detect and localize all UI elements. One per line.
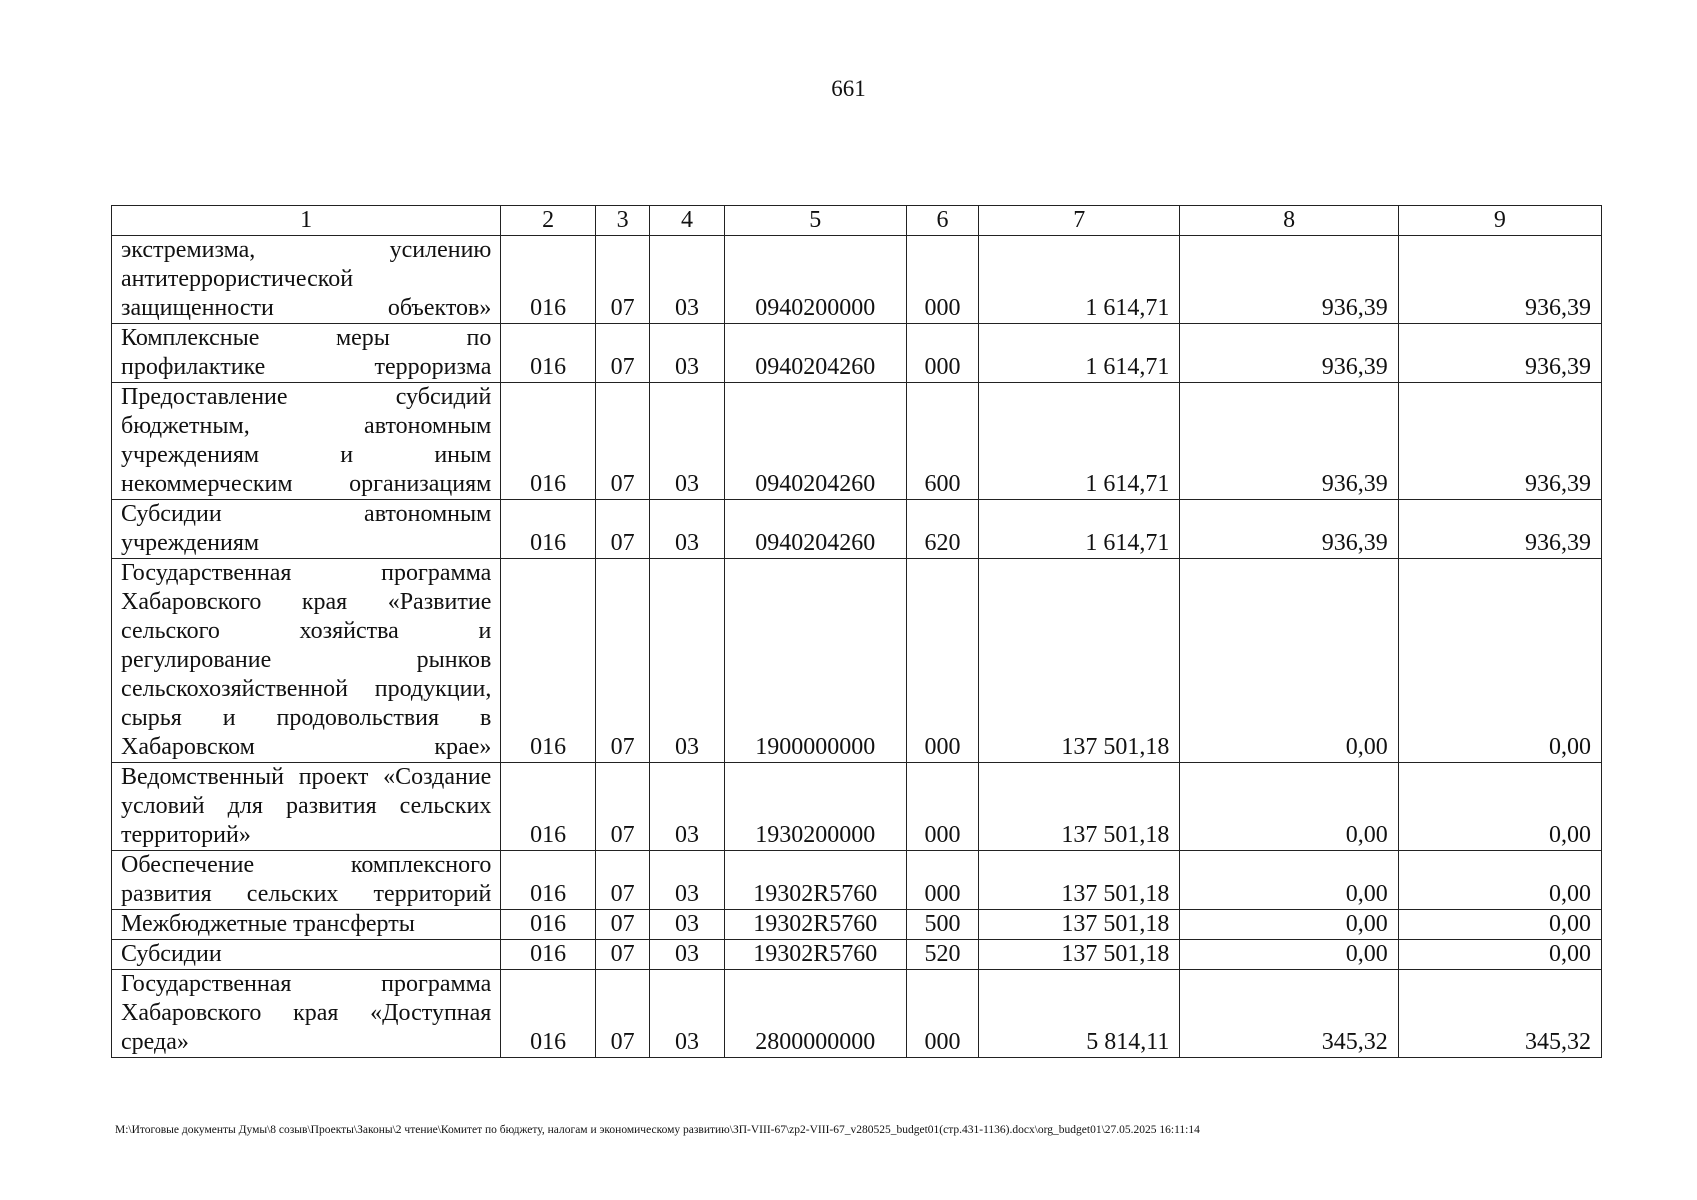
column-header: 6 (906, 206, 978, 236)
cell-code: 07 (595, 910, 649, 940)
cell-amount: 0,00 (1398, 940, 1601, 970)
cell-code: 19302R5760 (724, 940, 906, 970)
cell-amount: 5 814,11 (979, 970, 1180, 1058)
cell-code: 03 (650, 910, 724, 940)
cell-code: 620 (906, 500, 978, 559)
cell-code: 03 (650, 559, 724, 763)
cell-amount: 0,00 (1398, 910, 1601, 940)
row-description: Комплексные меры по профилактике терроризма (112, 324, 501, 383)
column-header: 8 (1180, 206, 1398, 236)
cell-amount: 1 614,71 (979, 383, 1180, 500)
cell-code: 03 (650, 763, 724, 851)
header-row (112, 206, 1602, 236)
cell-code: 03 (650, 500, 724, 559)
column-header: 9 (1398, 206, 1601, 236)
cell-amount: 936,39 (1180, 383, 1398, 500)
table-row (112, 500, 1602, 559)
table-row (112, 324, 1602, 383)
column-header: 2 (501, 206, 596, 236)
cell-amount: 936,39 (1398, 236, 1601, 324)
cell-code: 03 (650, 236, 724, 324)
cell-code: 016 (501, 851, 596, 910)
table-row (112, 559, 1602, 763)
cell-code: 0940204260 (724, 324, 906, 383)
cell-amount: 137 501,18 (979, 763, 1180, 851)
cell-code: 600 (906, 383, 978, 500)
cell-code: 016 (501, 236, 596, 324)
column-header: 3 (595, 206, 649, 236)
cell-amount: 0,00 (1398, 763, 1601, 851)
cell-code: 07 (595, 559, 649, 763)
cell-code: 016 (501, 910, 596, 940)
cell-code: 520 (906, 940, 978, 970)
cell-amount: 1 614,71 (979, 236, 1180, 324)
cell-amount: 0,00 (1180, 910, 1398, 940)
table-row (112, 940, 1602, 970)
row-description: Государственная программа Хабаровского края «Доступная среда» (112, 970, 501, 1058)
cell-amount: 936,39 (1180, 500, 1398, 559)
table-row (112, 763, 1602, 851)
cell-code: 07 (595, 383, 649, 500)
cell-code: 000 (906, 970, 978, 1058)
cell-code: 000 (906, 763, 978, 851)
cell-code: 07 (595, 500, 649, 559)
table-row (112, 970, 1602, 1058)
cell-amount: 0,00 (1398, 559, 1601, 763)
cell-code: 0940204260 (724, 500, 906, 559)
cell-code: 016 (501, 763, 596, 851)
column-header: 7 (979, 206, 1180, 236)
cell-amount: 0,00 (1180, 851, 1398, 910)
cell-code: 07 (595, 851, 649, 910)
cell-code: 07 (595, 940, 649, 970)
table-row (112, 851, 1602, 910)
cell-code: 07 (595, 970, 649, 1058)
cell-code: 07 (595, 763, 649, 851)
cell-code: 19302R5760 (724, 910, 906, 940)
row-description: Предоставление субсидий бюджетным, автономным учреждениям и иным некоммерческим организациям (112, 383, 501, 500)
footer-file-path: М:\Итоговые документы Думы\8 созыв\Проекты\Законы\2 чтение\Комитет по бюджету, налогам и экономическому развитию\ЗП-VIII-67\zp2-VIII-67_v280525_budget01(стр.431-1136).docx\org_budget01\27.05.2025 16:11:14 (115, 1124, 1200, 1136)
cell-code: 03 (650, 851, 724, 910)
cell-code: 000 (906, 236, 978, 324)
cell-code: 000 (906, 559, 978, 763)
cell-amount: 0,00 (1180, 763, 1398, 851)
cell-amount: 936,39 (1180, 236, 1398, 324)
cell-amount: 137 501,18 (979, 851, 1180, 910)
cell-amount: 0,00 (1398, 851, 1601, 910)
cell-amount: 137 501,18 (979, 559, 1180, 763)
row-description: Субсидии (112, 940, 501, 970)
cell-code: 000 (906, 324, 978, 383)
cell-amount: 137 501,18 (979, 910, 1180, 940)
cell-code: 07 (595, 236, 649, 324)
table-row (112, 383, 1602, 500)
row-description: экстремизма, усилению антитеррористической защищенности объектов» (112, 236, 501, 324)
budget-table (111, 205, 1602, 1058)
cell-code: 03 (650, 940, 724, 970)
cell-code: 03 (650, 970, 724, 1058)
cell-amount: 1 614,71 (979, 324, 1180, 383)
cell-amount: 345,32 (1180, 970, 1398, 1058)
cell-amount: 936,39 (1398, 383, 1601, 500)
cell-code: 500 (906, 910, 978, 940)
cell-code: 19302R5760 (724, 851, 906, 910)
cell-amount: 0,00 (1180, 559, 1398, 763)
cell-amount: 0,00 (1180, 940, 1398, 970)
cell-amount: 936,39 (1398, 324, 1601, 383)
cell-amount: 936,39 (1180, 324, 1398, 383)
row-description: Ведомственный проект «Создание условий для развития сельских территорий» (112, 763, 501, 851)
cell-code: 0940200000 (724, 236, 906, 324)
cell-code: 1900000000 (724, 559, 906, 763)
row-description: Субсидии автономным учреждениям (112, 500, 501, 559)
cell-code: 000 (906, 851, 978, 910)
cell-code: 07 (595, 324, 649, 383)
cell-code: 1930200000 (724, 763, 906, 851)
cell-code: 016 (501, 940, 596, 970)
cell-amount: 936,39 (1398, 500, 1601, 559)
cell-code: 03 (650, 383, 724, 500)
row-description: Межбюджетные трансферты (112, 910, 501, 940)
cell-code: 2800000000 (724, 970, 906, 1058)
cell-code: 016 (501, 383, 596, 500)
page-number: 661 (831, 76, 866, 101)
row-description: Государственная программа Хабаровского края «Развитие сельского хозяйства и регулирование рынков сельскохозяйственной продукции, сырья и продовольствия в Хабаровском крае» (112, 559, 501, 763)
row-description: Обеспечение комплексного развития сельских территорий (112, 851, 501, 910)
cell-code: 016 (501, 559, 596, 763)
cell-code: 016 (501, 970, 596, 1058)
cell-amount: 137 501,18 (979, 940, 1180, 970)
cell-code: 03 (650, 324, 724, 383)
column-header: 5 (724, 206, 906, 236)
table-row (112, 910, 1602, 940)
cell-amount: 1 614,71 (979, 500, 1180, 559)
table-row (112, 236, 1602, 324)
column-header: 4 (650, 206, 724, 236)
cell-code: 016 (501, 324, 596, 383)
column-header: 1 (112, 206, 501, 236)
cell-code: 0940204260 (724, 383, 906, 500)
cell-code: 016 (501, 500, 596, 559)
cell-amount: 345,32 (1398, 970, 1601, 1058)
